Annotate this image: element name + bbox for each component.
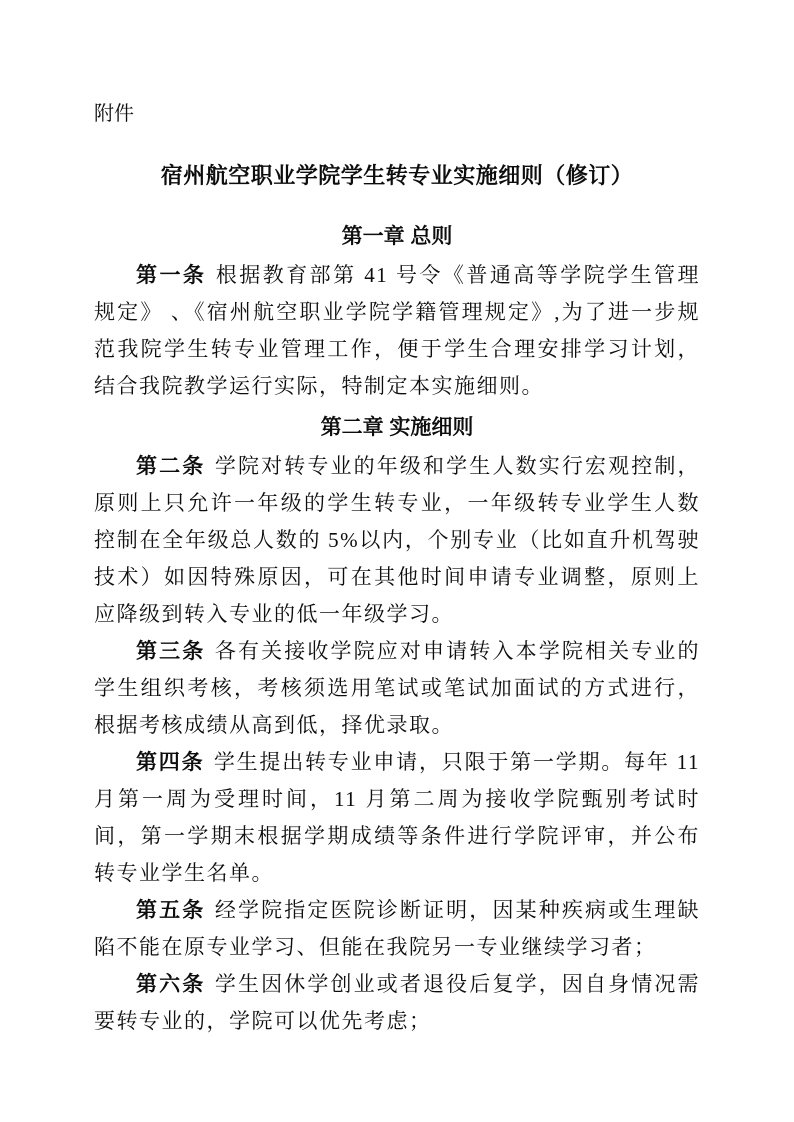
article-6-number: 第六条 xyxy=(136,973,206,996)
article-5 xyxy=(94,892,700,966)
document-title: 宿州航空职业学院学生转专业实施细则（修订） xyxy=(160,163,634,188)
article-3-number: 第三条 xyxy=(136,640,206,663)
article-1-text: 根据教育部第 41 号令《普通高等学院学生管理规定》 、《宿州航空职业学院学籍管理规定》,为了进一步规范我院学生转专业管理工作，便于学生合理安排学习计划，结合我院教学运行实际，特制定本实施细则。 xyxy=(94,263,701,398)
article-6 xyxy=(94,966,700,1040)
article-2 xyxy=(94,448,700,633)
chapter-1-heading: 第一章 总则 xyxy=(341,225,453,248)
article-5-number: 第五条 xyxy=(136,899,206,922)
article-2-text: 学院对转专业的年级和学生人数实行宏观控制，原则上只允许一年级的学生转专业，一年级转专业学生人数控制在全年级总人数的 5%以内，个别专业（比如直升机驾驶技术）如因特殊原因，可在其他时间申请专业调整，原则上应降级到转入专业的低一年级学习。 xyxy=(94,454,701,626)
article-1 xyxy=(94,257,700,405)
article-2-number: 第二条 xyxy=(136,455,206,478)
article-5-text: 经学院指定医院诊断证明，因某种疾病或生理缺陷不能在原专业学习、但能在我院另一专业继续学习者； xyxy=(94,898,701,959)
attachment-label: 附件 xyxy=(94,103,134,125)
chapter-2-heading: 第二章 实施细则 xyxy=(320,416,474,439)
article-4-number: 第四条 xyxy=(136,751,205,774)
article-3 xyxy=(94,633,700,744)
article-3-text: 各有关接收学院应对申请转入本学院相关专业的学生组织考核，考核须选用笔试或笔试加面试的方式进行，根据考核成绩从高到低，择优录取。 xyxy=(94,639,701,737)
article-4 xyxy=(94,744,700,892)
article-1-number: 第一条 xyxy=(136,264,207,287)
article-4-text: 学生提出转专业申请，只限于第一学期。每年 11 月第一周为受理时间，11 月第二周为接收学院甄别考试时间，第一学期末根据学期成绩等条件进行学院评审，并公布转专业学生名单。 xyxy=(94,750,700,885)
article-6-text: 学生因休学创业或者退役后复学，因自身情况需要转专业的，学院可以优先考虑； xyxy=(94,972,701,1033)
